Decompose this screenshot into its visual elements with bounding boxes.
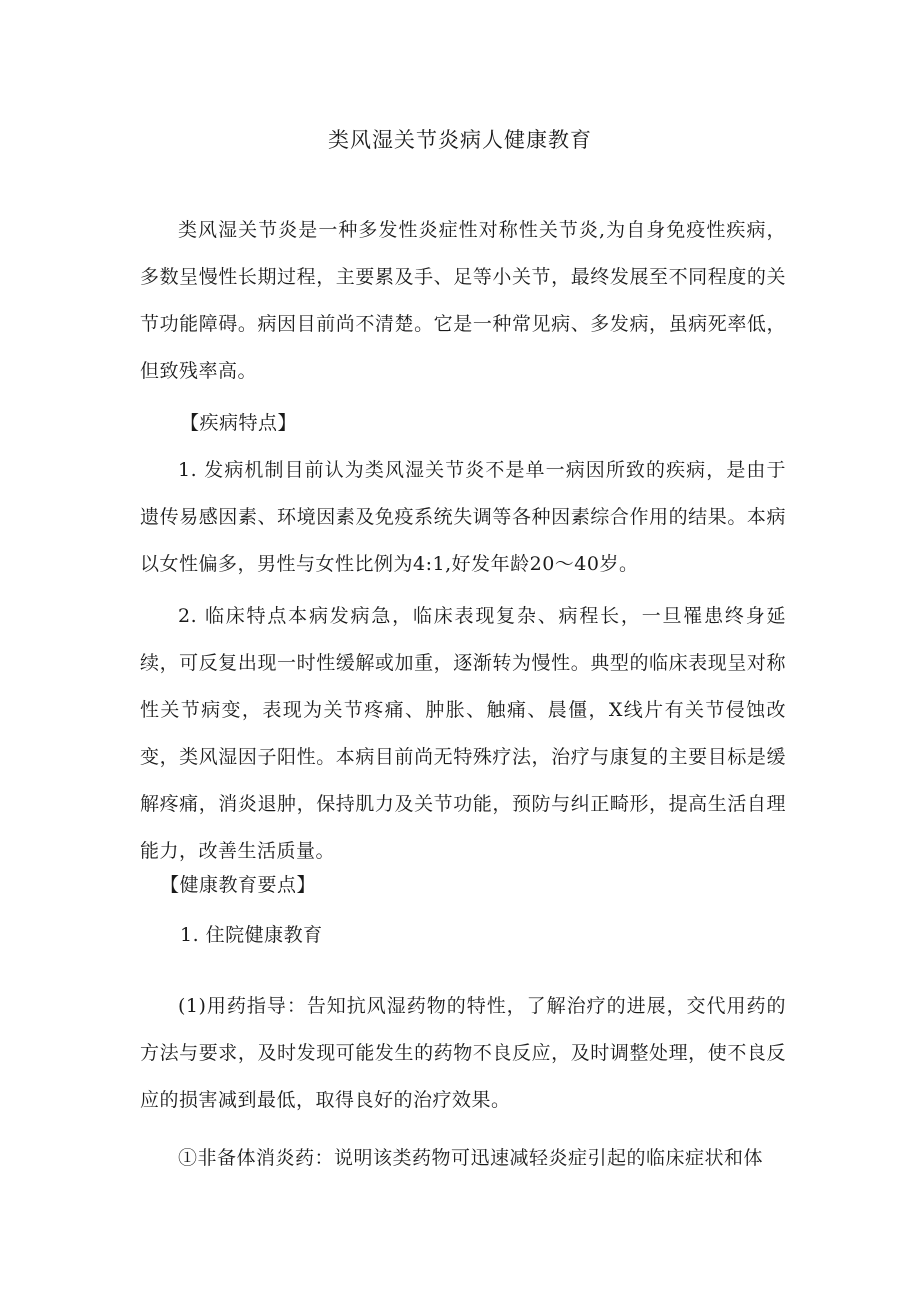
subsection-heading-inpatient: 1. 住院健康教育 — [180, 924, 323, 946]
intro-paragraph: 类风湿关节炎是一种多发性炎症性对称性关节炎,为自身免疫性疾病，多数呈慢性长期过程，主要累及手、足等小关节，最终发展至不同程度的关节功能障碍。病因目前尚不清楚。它是一种常见病、多发病，虽病死率低，但致残率高。 — [140, 219, 786, 382]
mechanism-paragraph: 1. 发病机制目前认为类风湿关节炎不是单一病因所致的疾病，是由于遗传易感因素、环境因素及免疫系统失调等各种因素综合作用的结果。本病以女性偏多，男性与女性比例为4:1,好发年龄20～40岁。 — [140, 459, 786, 575]
document-title: 类风湿关节炎病人健康教育 — [328, 128, 592, 152]
section-heading-education-points: 【健康教育要点】 — [160, 874, 317, 896]
clinical-features-paragraph: 2. 临床特点本病发病急，临床表现复杂、病程长，一旦罹患终身延续，可反复出现一时性缓解或加重，逐渐转为慢性。典型的临床表现呈对称性关节病变，表现为关节疼痛、肿胀、触痛、晨僵，X线片有关节侵蚀改变，类风湿因子阳性。本病目前尚无特殊疗法，治疗与康复的主要目标是缓解疼痛，消炎退肿，保持肌力及关节功能，预防与纠正畸形，提高生活自理能力，改善生活质量。 — [140, 605, 786, 862]
medication-guidance-paragraph: (1)用药指导：告知抗风湿药物的特性，了解治疗的进展，交代用药的方法与要求，及时发现可能发生的药物不良反应，及时调整处理，使不良反应的损害减到最低，取得良好的治疗效果。 — [140, 995, 786, 1111]
section-heading-disease-features: 【疾病特点】 — [180, 412, 298, 434]
nsaid-paragraph: ①非备体消炎药：说明该类药物可迅速减轻炎症引起的临床症状和体 — [178, 1147, 764, 1169]
